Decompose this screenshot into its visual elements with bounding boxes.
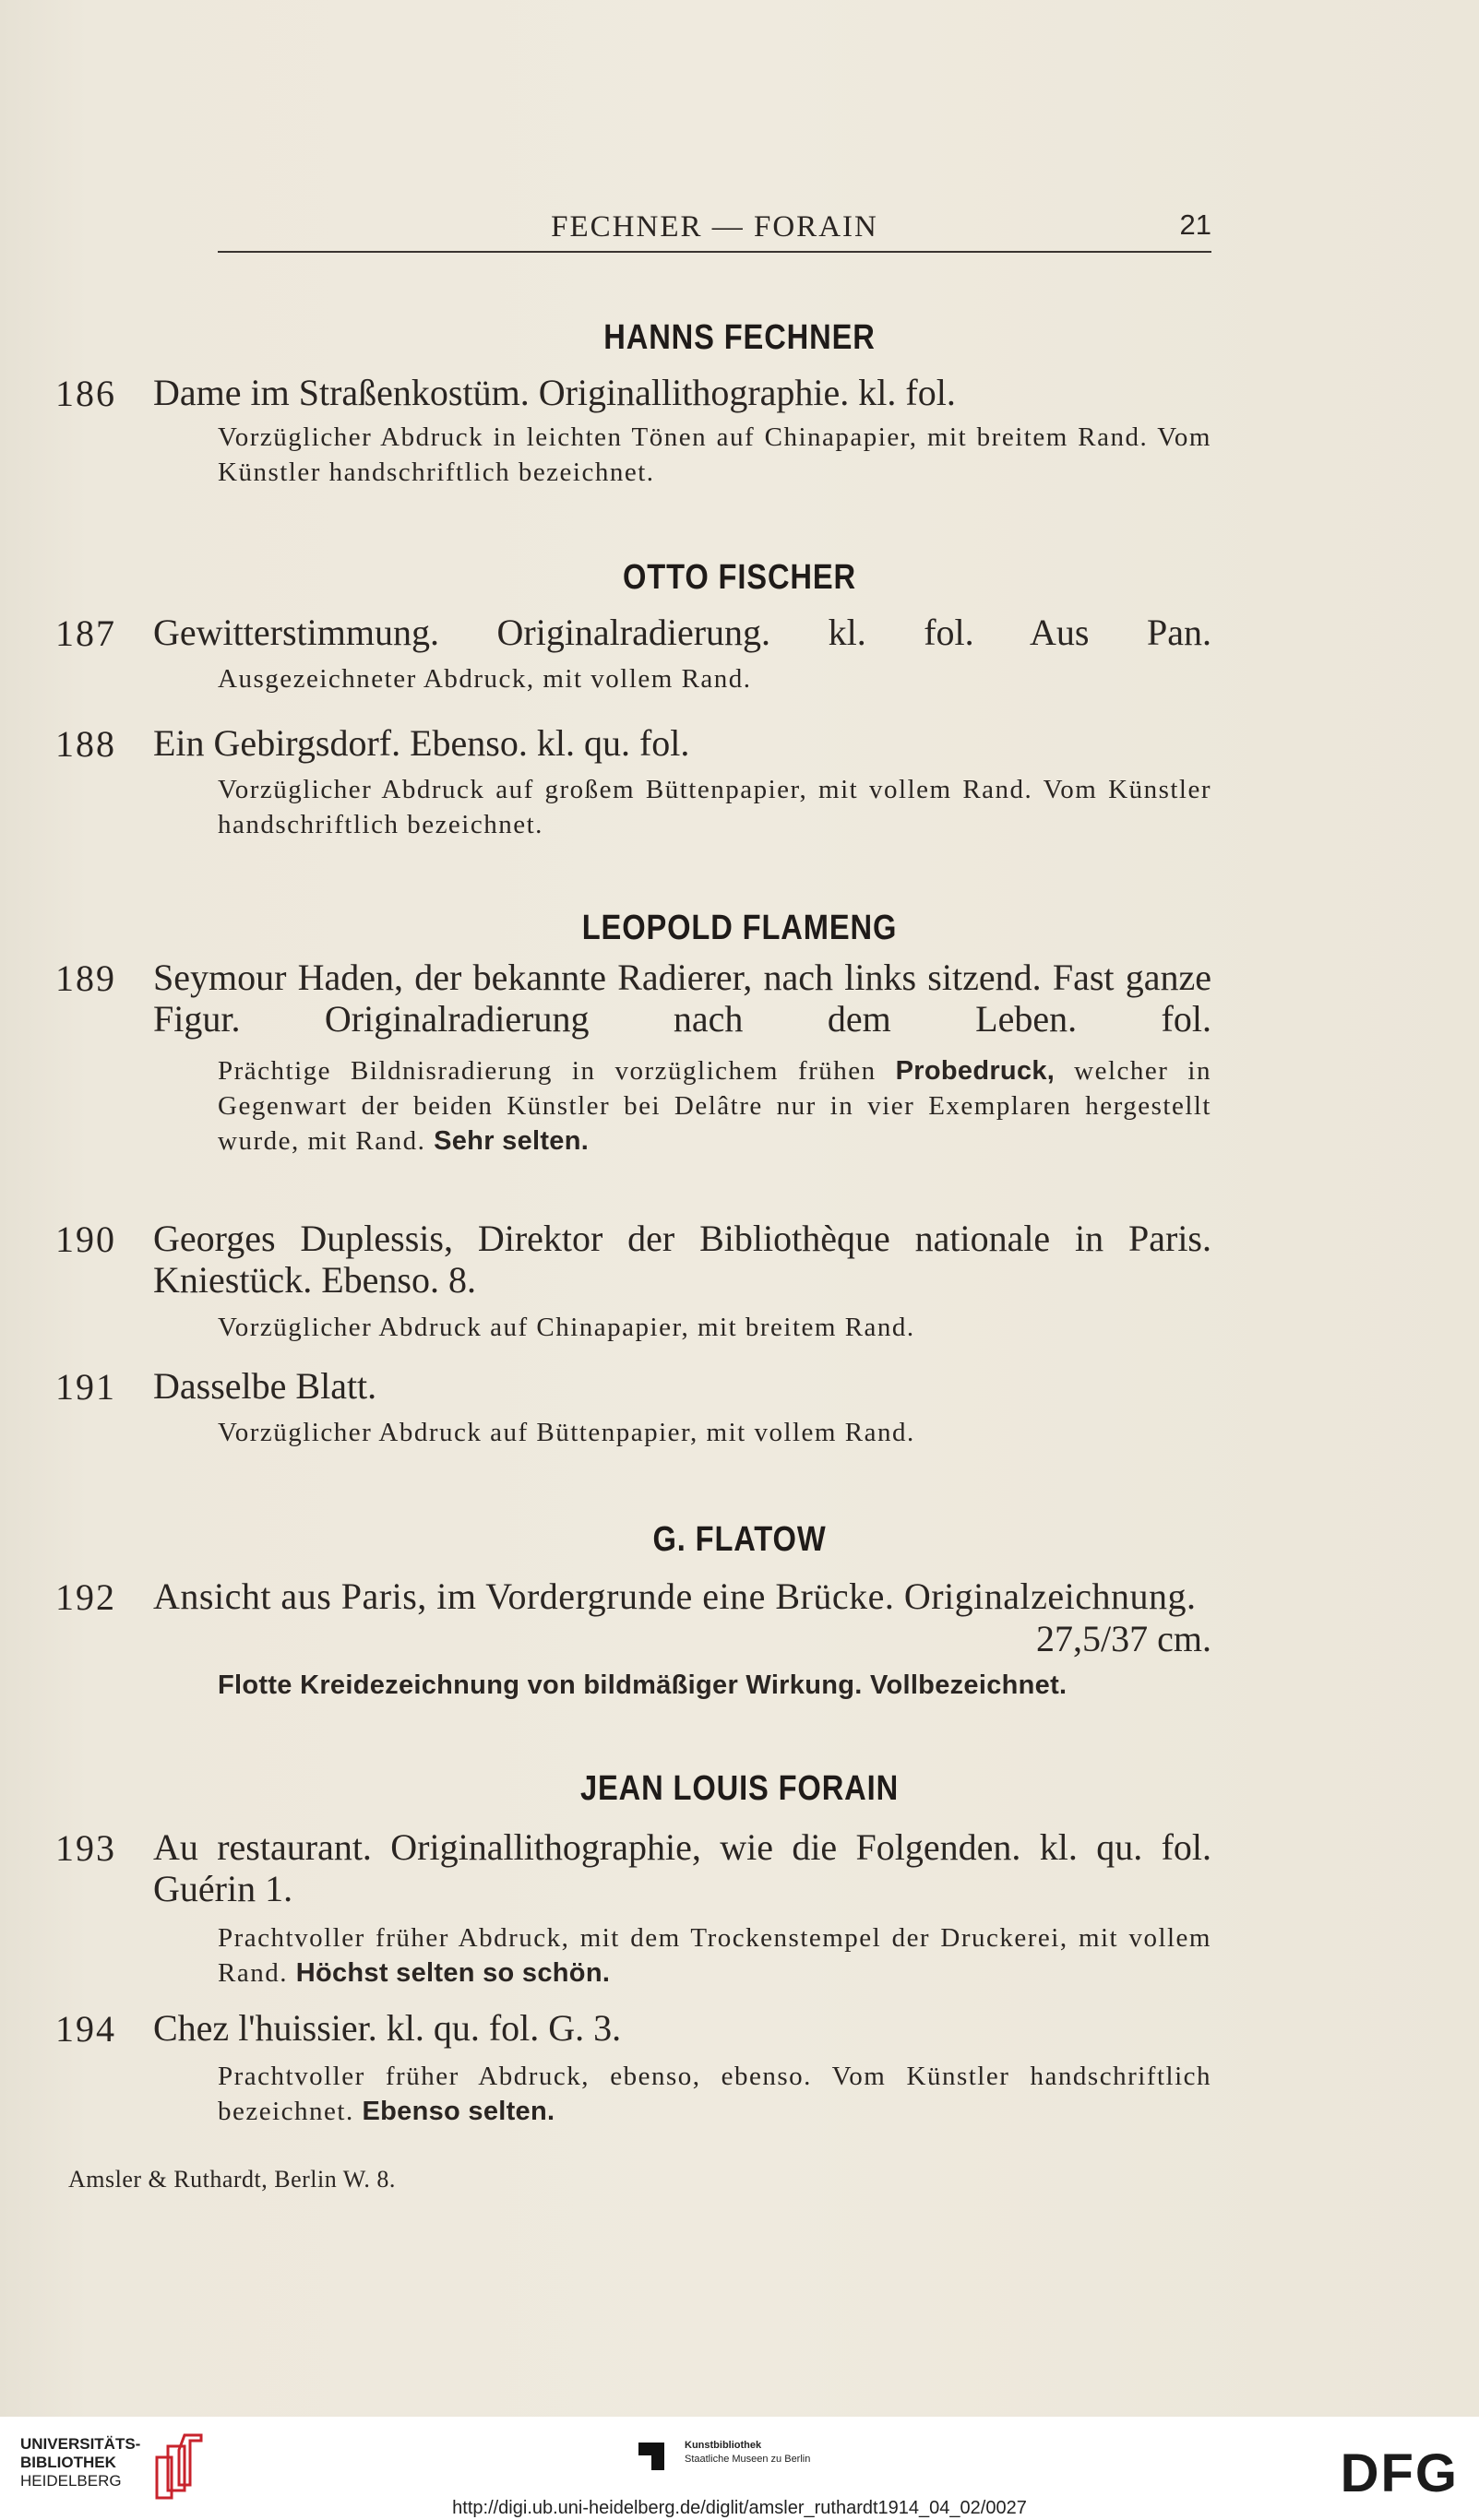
publisher-imprint: Amsler & Ruthardt, Berlin W. 8. bbox=[68, 2166, 396, 2193]
entry-note bbox=[218, 2059, 1211, 2129]
entry-note bbox=[218, 1920, 1211, 1991]
digitization-footer bbox=[0, 2417, 1479, 2520]
entry-note: Vorzüglicher Abdruck in leichten Tönen auf Chinapapier, mit breitem Rand. Vom Künstler handschriftlich bezeichnet. bbox=[218, 422, 1211, 487]
entry-note: Vorzüglicher Abdruck auf Büttenpapier, mit vollem Rand. bbox=[218, 1418, 915, 1447]
entry-number: 186 bbox=[55, 373, 116, 414]
artist-heading: JEAN LOUIS FORAIN bbox=[579, 1769, 900, 1808]
note-emphasis: Probedruck, bbox=[895, 1056, 1056, 1086]
kb-name: Kunstbibliothek bbox=[685, 2440, 762, 2451]
kunstbibliothek-logo-text bbox=[685, 2439, 810, 2467]
note-text: welcher in Gegenwart der beiden Künstler bei Delâtre nur in vier Exemplaren hergestellt wurde, mit Rand. bbox=[218, 1056, 1211, 1156]
entry-title: Georges Duplessis, Direktor der Bibliothèque nationale in Paris. Kniestück. Ebenso. 8. bbox=[153, 1218, 1211, 1301]
entry-size: 27,5/37 cm. bbox=[1036, 1618, 1211, 1659]
entry-title: Seymour Haden, der bekannte Radierer, nach links sitzend. Fast ganze Figur. Originalradierung nach dem Leben. fol. bbox=[153, 957, 1211, 1040]
note-text: Prachtvoller früher Abdruck, mit dem Trockenstempel der Druckerei, mit vollem Rand. bbox=[218, 1923, 1211, 1988]
library-name-line: BIBLIOTHEK bbox=[20, 2454, 116, 2471]
entry-title: Au restaurant. Originallithographie, wie die Folgenden. kl. qu. fol. Guérin 1. bbox=[153, 1826, 1211, 1909]
entry-number: 189 bbox=[55, 957, 116, 999]
artist-heading: HANNS FECHNER bbox=[603, 318, 876, 357]
entry-note bbox=[218, 1053, 1211, 1159]
entry-note: Flotte Kreidezeichnung von bildmäßiger Wirkung. Vollbezeichnet. bbox=[218, 1670, 1068, 1700]
entry-number: 191 bbox=[55, 1366, 116, 1408]
library-name-line: UNIVERSITÄTS- bbox=[20, 2435, 141, 2453]
entry-number: 188 bbox=[55, 723, 116, 765]
note-text: Prachtvoller früher Abdruck, ebenso, ebenso. Vom Künstler handschriftlich bezeichnet. bbox=[218, 2062, 1211, 2126]
note-emphasis: Ebenso selten. bbox=[362, 2097, 555, 2126]
dfg-logo: DFG bbox=[1340, 2443, 1459, 2503]
artist-heading: G. FLATOW bbox=[652, 1520, 827, 1559]
entry-number: 193 bbox=[55, 1827, 116, 1869]
artist-heading: LEOPOLD FLAMENG bbox=[581, 909, 898, 947]
entry-number: 190 bbox=[55, 1218, 116, 1260]
entry-title: Ein Gebirgsdorf. Ebenso. kl. qu. fol. bbox=[153, 722, 690, 764]
entry-title: Dame im Straßenkostüm. Originallithographie. kl. fol. bbox=[153, 372, 956, 413]
entry-note: Vorzüglicher Abdruck auf großem Büttenpapier, mit vollem Rand. Vom Künstler handschriftlich bezeichnet. bbox=[218, 775, 1211, 839]
running-header bbox=[218, 205, 1211, 253]
kb-subtitle: Staatliche Museen zu Berlin bbox=[685, 2454, 811, 2465]
entry-note: Vorzüglicher Abdruck auf Chinapapier, mit breitem Rand. bbox=[218, 1313, 915, 1342]
university-library-logo-icon bbox=[148, 2430, 207, 2503]
entry-number: 194 bbox=[55, 2008, 116, 2050]
kunstbibliothek-logo-icon bbox=[633, 2437, 670, 2474]
library-name-line: HEIDELBERG bbox=[20, 2472, 122, 2490]
entry-title: Dasselbe Blatt. bbox=[153, 1365, 377, 1407]
entry-title: Ansicht aus Paris, im Vordergrunde eine Brücke. Originalzeichnung. bbox=[153, 1575, 1197, 1617]
entry-number: 187 bbox=[55, 612, 116, 654]
entry-title: Chez l'huissier. kl. qu. fol. G. 3. bbox=[153, 2007, 622, 2049]
note-emphasis: Höchst selten so schön. bbox=[295, 1958, 611, 1988]
page-number: 21 bbox=[1179, 208, 1211, 241]
entry-number: 192 bbox=[55, 1576, 116, 1618]
header-title: FECHNER — FORAIN bbox=[551, 210, 878, 244]
entry-title: Gewitterstimmung. Originalradierung. kl. fol. Aus Pan. bbox=[153, 612, 1211, 653]
artist-heading: OTTO FISCHER bbox=[622, 558, 857, 597]
note-text: Prächtige Bildnisradierung in vorzüglichem frühen bbox=[218, 1056, 896, 1086]
entry-note: Ausgezeichneter Abdruck, mit vollem Rand. bbox=[218, 664, 752, 694]
university-library-logo-text bbox=[20, 2435, 140, 2490]
note-emphasis: Sehr selten. bbox=[434, 1126, 590, 1156]
source-url-link[interactable]: http://digi.ub.uni-heidelberg.de/diglit/amsler_ruthardt1914_04_02/0027 bbox=[452, 2498, 1027, 2518]
